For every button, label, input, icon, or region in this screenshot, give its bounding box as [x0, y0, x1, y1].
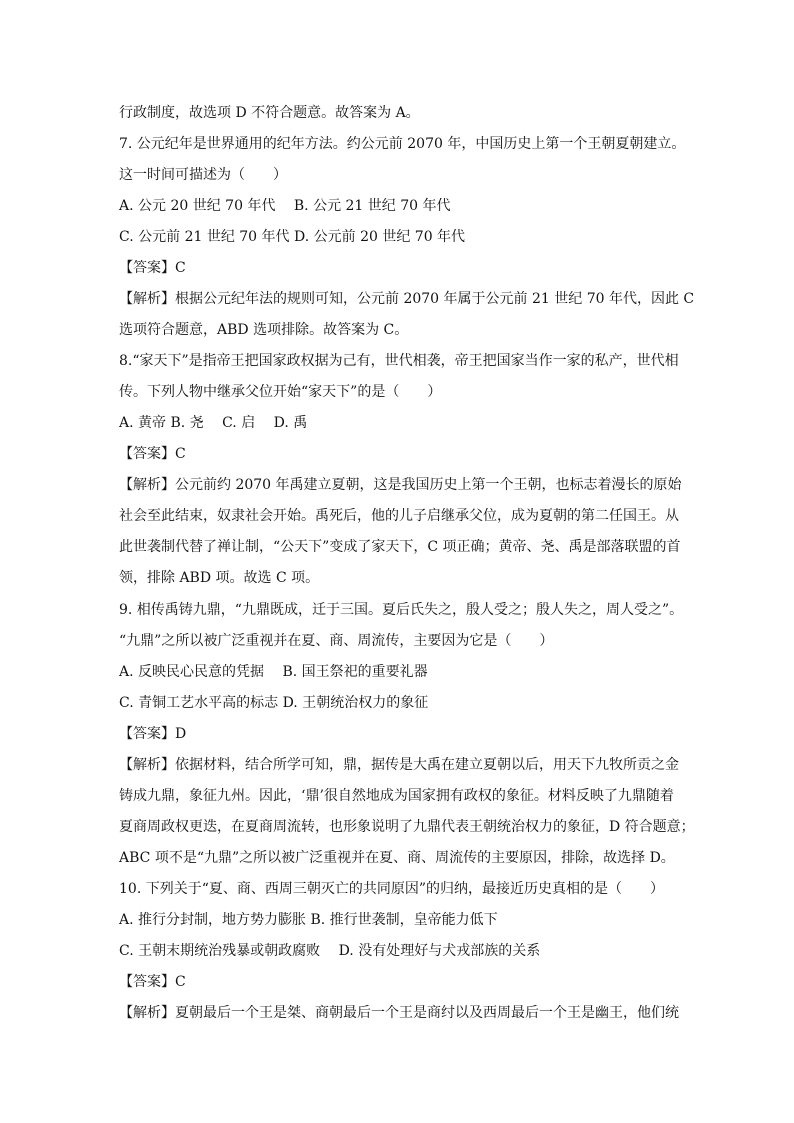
question-8-stem: 8.“家天下”是指帝王把国家政权据为己有，世代相袭，帝王把国家当作一家的私产，世代相 [119, 353, 679, 369]
analysis-line: 【解析】根据公元纪年法的规则可知，公元前 2070 年属于公元前 21 世纪 70 年代，因此 C [119, 291, 695, 307]
text-line: 领，排除 ABD 项。故选 C 项。 [119, 570, 320, 586]
options-line: C. 青铜工艺水平高的标志 D. 王朝统治权力的象征 [119, 695, 429, 711]
options-line: A. 反映民心民意的凭据 B. 国王祭祀的重要礼器 [119, 664, 428, 680]
answer-line: 【答案】C [119, 260, 186, 276]
text-line: “九鼎”之所以被广泛重视并在夏、商、周流传，主要因为它是（ ） [119, 633, 554, 649]
text-line: 选项符合题意，ABD 选项排除。故答案为 C。 [119, 322, 409, 338]
answer-line: 【答案】C [119, 446, 186, 462]
text-line: 社会至此结束，奴隶社会开始。禹死后，他的儿子启继承父位，成为夏朝的第二任国王。从 [119, 508, 679, 524]
text-line: 夏商周政权更迭，在夏商周流转，也形象说明了九鼎代表王朝统治权力的象征，D 符合题意； [119, 819, 695, 835]
text-line: 此世袭制代替了禅让制，“公天下”变成了家天下，C 项正确；黄帝、尧、禹是部落联盟的首 [119, 539, 681, 555]
analysis-line: 【解析】公元前约 2070 年禹建立夏朝，这是我国历史上第一个王朝，也标志着漫长的原始 [119, 477, 682, 493]
options-line: A. 推行分封制，地方势力膨胀 B. 推行世袭制，皇帝能力低下 [119, 912, 498, 928]
text-line: 传。下列人物中继承父位开始“家天下”的是（ ） [119, 384, 442, 400]
question-7-stem: 7. 公元纪年是世界通用的纪年方法。约公元前 2070 年，中国历史上第一个王朝夏朝建立。 [119, 136, 686, 152]
analysis-line: 【解析】依据材料，结合所学可知，鼎，据传是大禹在建立夏朝以后，用天下九牧所贡之金 [119, 757, 679, 773]
text-line: 行政制度，故选项 D 不符合题意。故答案为 A。 [119, 105, 420, 121]
options-line: C. 王朝末期统治残暴或朝政腐败 D. 没有处理好与犬戎部族的关系 [119, 943, 541, 959]
text-line: 这一时间可描述为（ ） [119, 167, 287, 183]
text-line: 铸成九鼎，象征九州。因此，‘鼎’很自然地成为国家拥有政权的象征。材料反映了九鼎随着 [119, 788, 674, 804]
text-line: ABC 项不是“九鼎”之所以被广泛重视并在夏、商、周流传的主要原因，排除，故选择 D。 [119, 850, 675, 866]
analysis-line: 【解析】夏朝最后一个王是桀、商朝最后一个王是商纣以及西周最后一个王是幽王，他们统 [119, 1005, 679, 1021]
question-10-stem: 10. 下列关于“夏、商、西周三朝灭亡的共同原因”的归纳，最接近历史真相的是（ ） [119, 881, 665, 897]
question-9-stem: 9. 相传禹铸九鼎，“九鼎既成，迁于三国。夏后氏失之，殷人受之；殷人失之，周人受之”。 [119, 602, 684, 618]
options-line: A. 公元 20 世纪 70 年代 B. 公元 21 世纪 70 年代 [119, 198, 451, 214]
answer-line: 【答案】D [119, 726, 187, 742]
answer-line: 【答案】C [119, 974, 186, 990]
options-line: C. 公元前 21 世纪 70 年代 D. 公元前 20 世纪 70 年代 [119, 229, 466, 245]
options-line: A. 黄帝 B. 尧 C. 启 D. 禹 [119, 415, 308, 431]
